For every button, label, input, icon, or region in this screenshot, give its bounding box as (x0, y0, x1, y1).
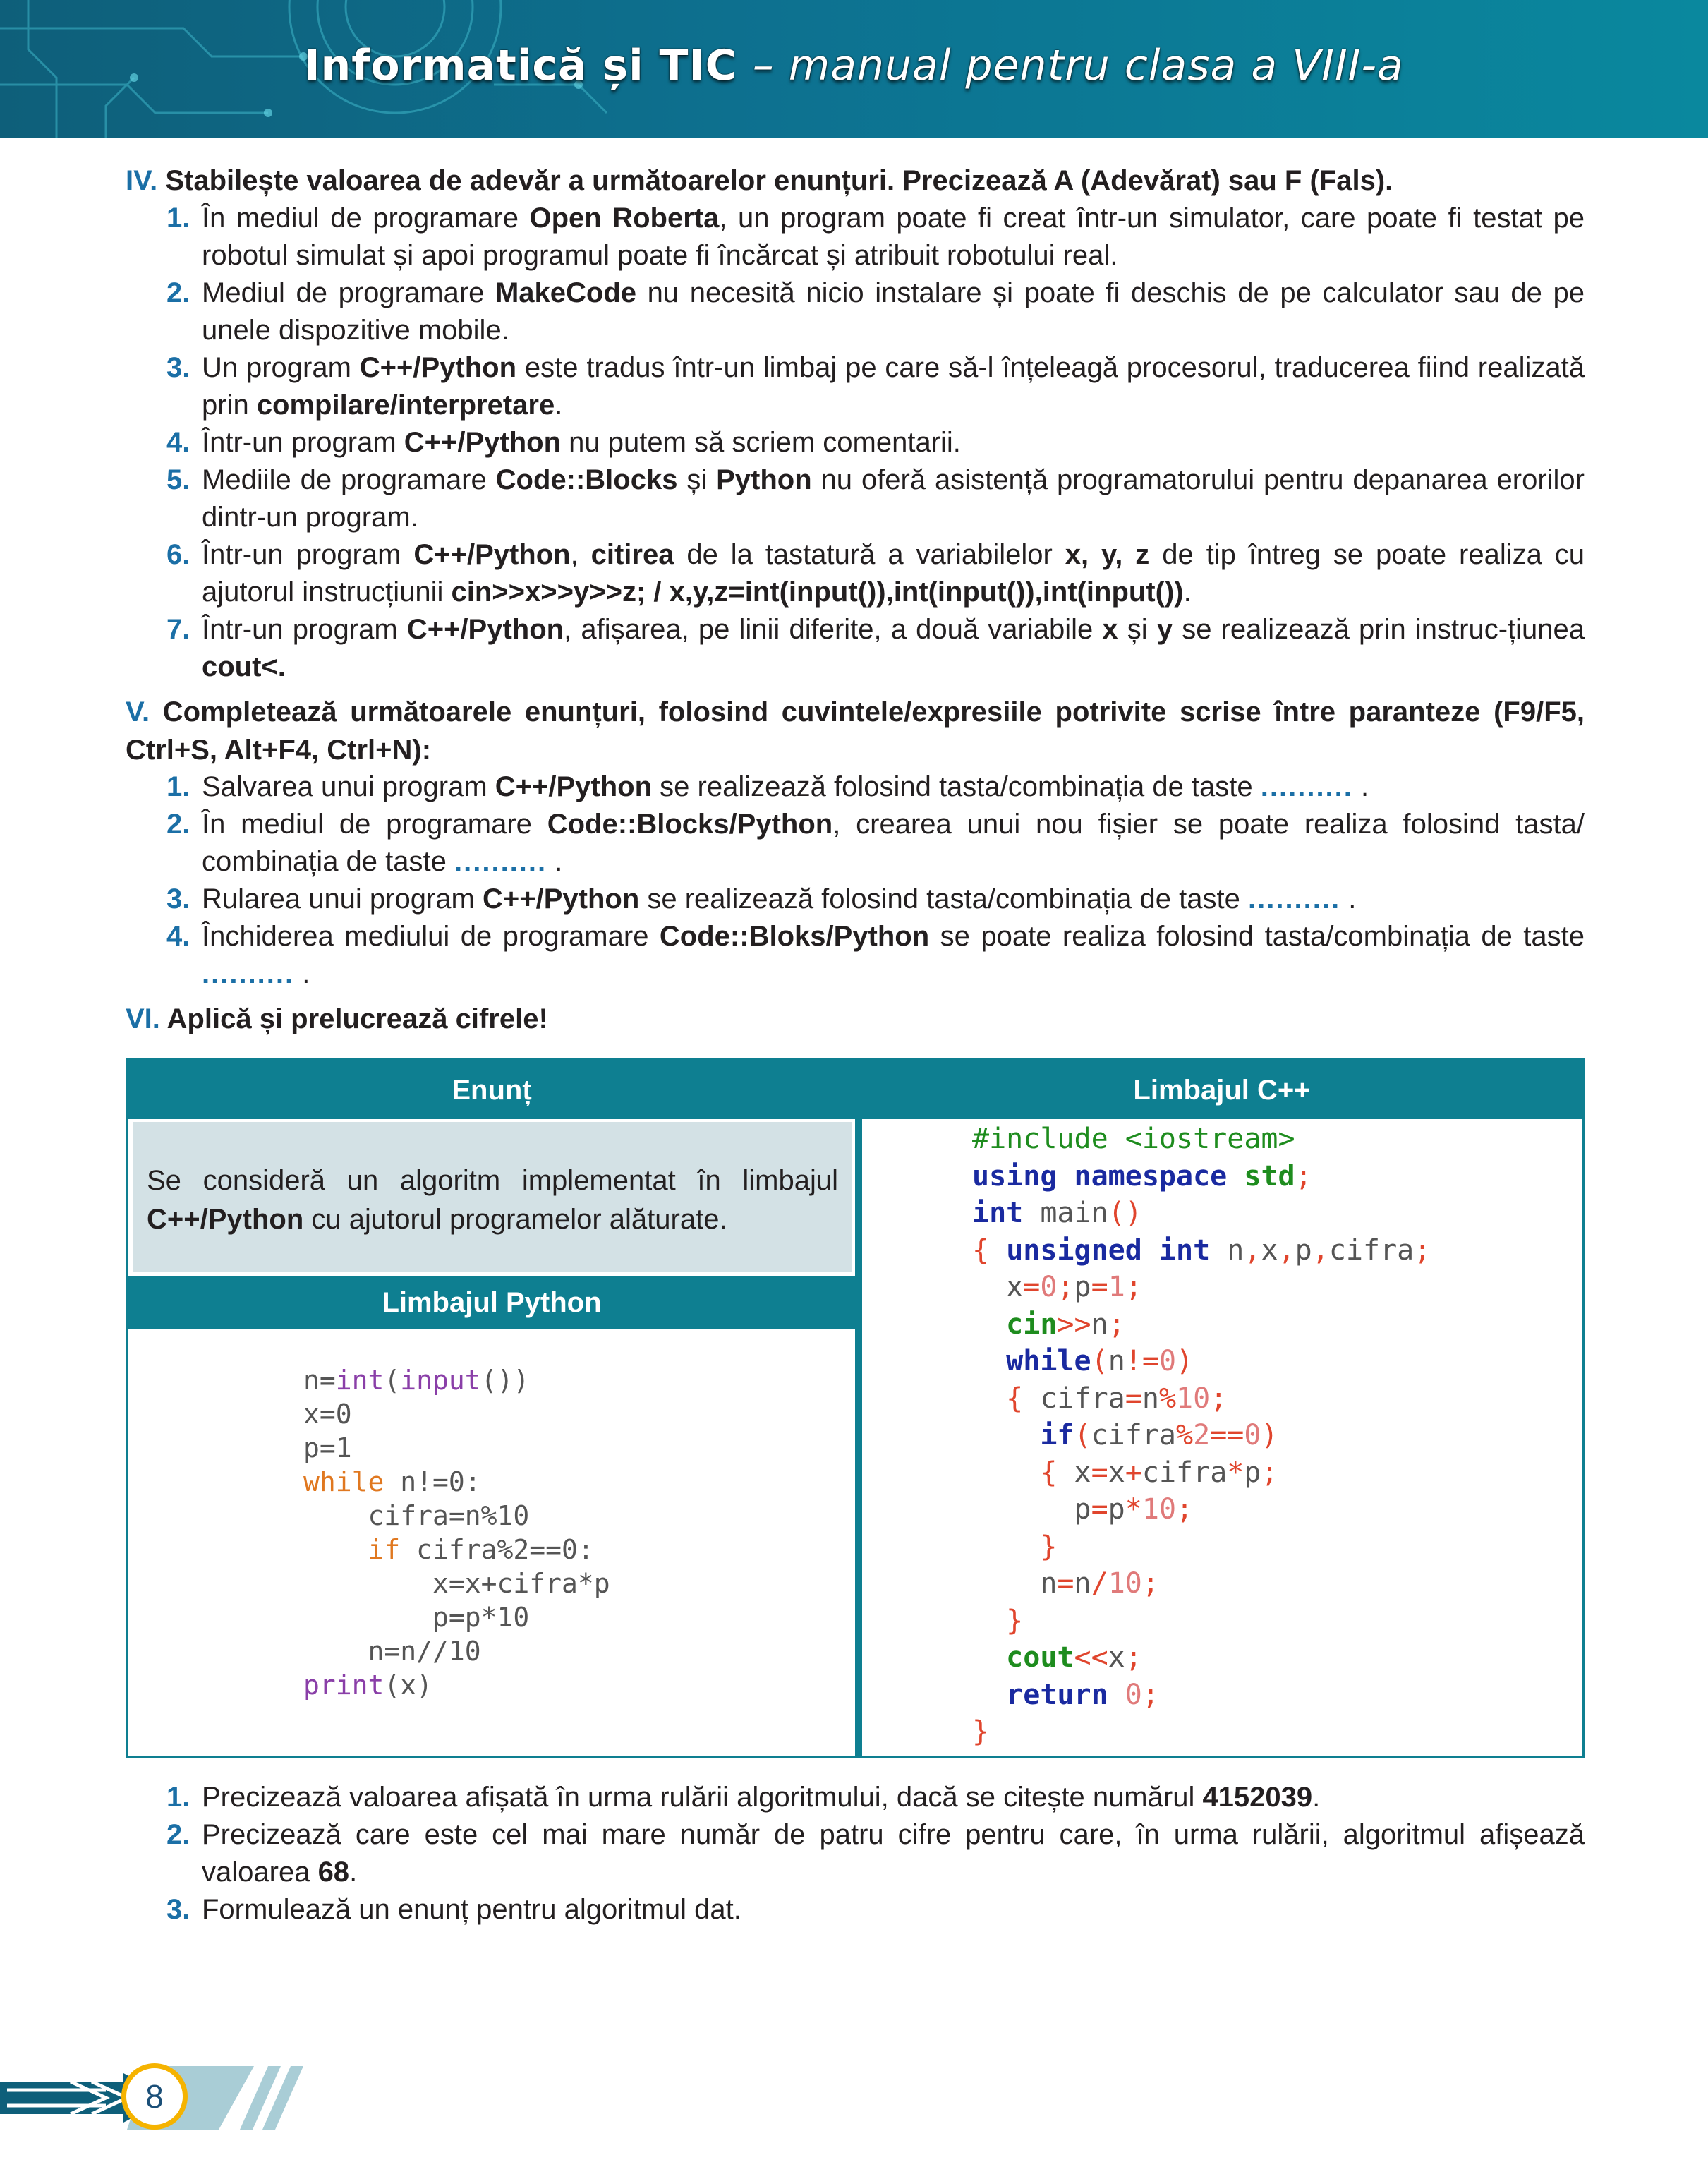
item-text: Rularea unui program C++/Python se realizează folosind tasta/combinația de taste .......... . (202, 883, 1357, 915)
question-1 (166, 1779, 1585, 1816)
item-number: 2. (166, 1819, 190, 1850)
section-iv-item-1 (166, 200, 1585, 274)
item-number: 3. (166, 352, 190, 383)
algorithm-table (126, 1058, 1585, 1758)
page-number: 8 (121, 2063, 188, 2130)
code-line: while n!=0: (303, 1466, 481, 1497)
section-iv-item-6 (166, 536, 1585, 611)
question-2 (166, 1816, 1585, 1891)
book-title-main: Informatică și TIC (304, 41, 737, 90)
item-number: 1. (166, 1782, 190, 1813)
item-number: 1. (166, 203, 190, 234)
code-line: { cifra=n%10; (1006, 1382, 1228, 1415)
section-v-item-1 (166, 768, 1585, 806)
item-text: Într-un program C++/Python, citirea de la tastatură a variabilelor x, y, z de tip întreg se poate realiza cu ajutorul instrucțiunii cin>>x>>y>>z; / x,y,z=int(input()),int(input()),int(input()). (202, 539, 1585, 608)
code-line: n=n/10; (972, 1567, 1159, 1600)
item-text: Într-un program C++/Python nu putem să scriem comentarii. (202, 427, 961, 458)
item-text: Precizează valoarea afișată în urma rulării algoritmului, dacă se citește numărul 4152039. (202, 1782, 1321, 1813)
item-text: Mediile de programare Code::Blocks și Python nu oferă asistență programatorului pentru depanarea erorilor dintr-un program. (202, 464, 1585, 533)
section-v-item-4 (166, 918, 1585, 993)
item-text: Precizează care este cel mai mare număr de patru cifre pentru care, în urma rulării, algoritmul afișează valoarea 68. (202, 1819, 1585, 1888)
header-cpp: Limbajul C++ (862, 1061, 1582, 1119)
item-number: 7. (166, 614, 190, 645)
section-v-item-3 (166, 881, 1585, 918)
section-vi-text: Aplică și prelucrează cifrele! (166, 1003, 548, 1034)
item-number: 2. (166, 809, 190, 840)
item-number: 4. (166, 427, 190, 458)
section-iv-item-3 (166, 349, 1585, 424)
column-divider (855, 1061, 862, 1756)
item-text: Formulează un enunț pentru algoritmul dat. (202, 1894, 741, 1925)
code-line: n=int(input()) (303, 1365, 530, 1396)
code-line: x=x+cifra*p (303, 1568, 610, 1599)
section-iv-item-2 (166, 274, 1585, 349)
code-line: cout<<x; (1006, 1641, 1142, 1674)
item-number: 5. (166, 464, 190, 495)
section-iv-item-4 (166, 424, 1585, 461)
code-line: #include <iostream> (972, 1123, 1295, 1155)
section-v-heading (126, 693, 1585, 769)
item-text: În mediul de programare Code::Blocks/Python, crearea unui nou fișier se poate realiza folosind tasta/ combinația de taste .......... . (202, 809, 1585, 877)
item-text: Închiderea mediului de programare Code::Bloks/Python se poate realiza folosind tasta/combinația de taste .......... . (202, 921, 1585, 989)
code-line: using namespace std; (972, 1159, 1312, 1193)
item-number: 3. (166, 883, 190, 915)
code-line: n=n//10 (303, 1636, 481, 1667)
book-title-subtitle: – manual pentru clasa a VIII-a (752, 41, 1404, 90)
section-v-item-2 (166, 806, 1585, 881)
section-iv-item-7 (166, 611, 1585, 686)
item-text: Mediul de programare MakeCode nu necesită nicio instalare și poate fi deschis de pe calculator sau de pe unele dispozitive mobile. (202, 277, 1585, 346)
section-vi-heading (126, 1000, 1585, 1038)
code-line: while(n!=0) (1006, 1345, 1194, 1377)
item-text: Un program C++/Python este tradus într-un limbaj pe care să-l înțeleagă procesorul, traducerea fiind realizată prin compilare/interpretare. (202, 352, 1585, 421)
code-line: x=0 (303, 1399, 352, 1430)
item-text: În mediul de programare Open Roberta, un program poate fi creat într-un simulator, care poate fi testat pe robotul simulat și apoi programul poate fi încărcat și atribuit robotului real. (202, 203, 1585, 271)
code-line: p=p*10; (972, 1493, 1194, 1526)
code-line: } (1006, 1604, 1024, 1637)
item-number: 6. (166, 539, 190, 570)
item-number: 3. (166, 1894, 190, 1925)
header-enunt: Enunț (128, 1061, 855, 1119)
section-iv-text: Stabilește valoarea de adevăr a următoarelor enunțuri. Precizează A (Adevărat) sau F (Fals). (165, 165, 1393, 196)
section-iv-heading (126, 162, 1585, 200)
python-code (303, 1363, 610, 1702)
item-number: 4. (166, 921, 190, 952)
question-3 (166, 1891, 1585, 1928)
header-python: Limbajul Python (128, 1276, 855, 1329)
code-line: cin>>n; (1006, 1308, 1125, 1341)
cpp-code (972, 1121, 1431, 1751)
item-number: 2. (166, 277, 190, 308)
book-title (0, 41, 1708, 90)
code-line: { x=x+cifra*p; (1040, 1456, 1278, 1489)
code-line: int main() (972, 1197, 1142, 1229)
enunt-text: Se consideră un algoritm implementat în limbajul C++/Python cu ajutorul programelor alăturate. (133, 1122, 852, 1272)
page-header (0, 0, 1708, 138)
section-v-text: Completează următoarele enunțuri, folosind cuvintele/expresiile potrivite scrise între paranteze (F9/F5, Ctrl+S, Alt+F4, Ctrl+N): (126, 696, 1585, 766)
section-iv-item-5 (166, 461, 1585, 536)
code-line: print(x) (303, 1670, 433, 1701)
code-line: if cifra%2==0: (368, 1534, 594, 1565)
section-vi-numeral: VI. (126, 1003, 160, 1034)
code-line: } (1040, 1530, 1058, 1563)
code-line: cifra=n%10 (303, 1500, 530, 1531)
code-line: return 0; (1006, 1678, 1159, 1711)
section-iv-numeral: IV. (126, 165, 158, 196)
code-line: p=1 (303, 1432, 352, 1463)
item-text: Într-un program C++/Python, afișarea, pe linii diferite, a două variabile x și y se realizează prin instruc-țiunea cout<. (202, 614, 1585, 682)
code-line: } (972, 1715, 990, 1748)
code-line: p=p*10 (303, 1602, 530, 1633)
code-line: { unsigned int n,x,p,cifra; (972, 1233, 1431, 1267)
code-line: x=0;p=1; (972, 1271, 1142, 1303)
code-line: if(cifra%2==0) (1040, 1419, 1278, 1451)
item-text: Salvarea unui program C++/Python se realizează folosind tasta/combinația de taste .......... . (202, 771, 1369, 802)
item-number: 1. (166, 771, 190, 802)
section-v-numeral: V. (126, 696, 150, 728)
